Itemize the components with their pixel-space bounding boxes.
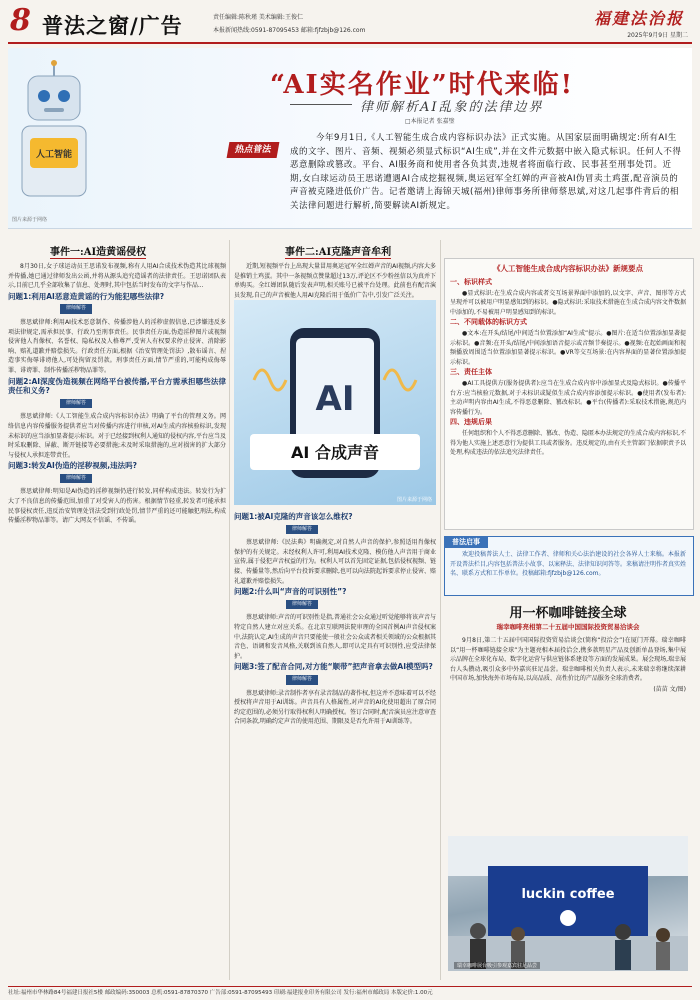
robot-label: 人工智能 [35,150,73,160]
subtitle-rule [290,104,352,105]
answer-tag: 律师解答 [286,525,318,535]
coffee-booth-illustration [448,836,688,971]
rules-sidebar-title: 《人工智能生成合成内容标识办法》新规要点 [493,264,643,273]
answer-tag: 律师解答 [60,304,92,314]
rules-section-text: ●文本:在开头/结尾/中间适当位置添加“AI生成”提示。●图片:在适当位置添加显著提示标识。●音频:在开头/结尾/中间添加语音提示或音频节奏提示。●视频:在起始画面和视频播放周围适当位置添加显著提示标识。●VR等交互场景:在内容界面的显著位置添加提示标识。 [450,329,686,366]
answer-tag: 律师解答 [286,600,318,610]
case1-answer-1: 蔡思斌律师:利用AI技术恶意制作、传播涉他人的淫秽虚假信息,已涉嫌违反多项法律规定,需承担民事、行政乃至刑事责任。民事责任方面,伪造淫秽图片或视频侵害他人肖像权、名誉权、隐私权及人格尊严,受害人有权要求停止侵害、消除影响、赔礼道歉并赔偿损失。行政责任方面,根据《治安管理处罚法》,散布谣言、捏造事实侮辱诽谤他人,可处拘留及罚款。刑事责任方面,情节严重的,可能构成侮辱罪、诽谤罪、制作传播淫秽物品罪等。 [8,318,226,374]
case2-answer-3: 蔡思斌律师:录音制作者享有录音制品的著作权,但这并不意味着可以不经授权将声音用于AI训练。声音具有人格属性,对声音的AI化使用超出了原合同约定范围的,必须另行取得权利人明确授权。签订合同时,配音演员应注意审查合同条款,明确约定声音的使用范围、期限及是否允许用于AI训练等。 [234,689,436,726]
rules-section-text: ●AI工具提供方(服务提供者):应当在生成合成内容中添加显式及隐式标识。●传播平台方:应当核验元数据,对于未标识或疑似生成合成内容添加提示标识。●使用者(发布者):主动声明内容由AI生成,不得恶意删除、篡改标识。●平台(传播者):采取技术措施,规范内容传播行为。 [450,379,686,416]
coffee-image-caption: 瑞幸咖啡展台吸引参观嘉宾驻足品尝 [454,962,540,969]
case1-column [8,262,226,982]
rules-section-heading: 一、标识样式 [450,278,492,286]
ai-image-label: AI 合成声音 [291,443,379,462]
hotline-line: 本报新闻热线:0591-87095453 邮箱:fjfzbjb@126.com [213,27,366,34]
notice-text-block [450,550,686,592]
svg-text:AI: AI [315,379,355,419]
rules-section-heading: 四、违规后果 [450,418,492,427]
case1-answer-2: 蔡思斌律师:《人工智能生成合成内容标识办法》明确了平台的管理义务。网络信息内容传播服务提供者应当对传播内容进行审核,对AI生成内容核验标识,发现未标识的应当添加显著提示标识。对于已经接到权利人通知的侵权内容,平台应当及时采取删除、屏蔽、断开链接等必要措施;未及时采取措施的,应对损害的扩大部分与侵权人承担连带责任。 [8,413,226,459]
ai-image-caption: 图片来源于网络 [396,497,432,503]
case2-answer-1: 蔡思斌律师:《民法典》明确规定,对自然人声音的保护,参照适用肖像权保护的有关规定。未经权利人许可,利用AI技术克隆、模仿他人声音用于商业宣传,属于侵犯声音权益的行为。权利人可以首先固定证据,包括侵权视频、链接、传播量等,然后向平台投诉要求删除,也可以向法院起诉要求停止侵害、赔礼道歉并赔偿损失。 [234,539,436,585]
case1-answer-3: 蔡思斌律师:明知是AI伪造的淫秽视频仍进行转发,同样构成违法。转发行为扩大了不良信息的传播范围,加重了对受害人的伤害。根据情节轻重,转发者可能承担民事侵权责任,违反治安管理处罚法受到行政处罚,情节严重的还可能触犯刑法,构成传播淫秽物品罪等。请广大网友不信谣、不传谣。 [8,488,226,525]
coffee-booth-image [448,836,688,971]
case2-question-2: 问题2:什么叫“声音的可识别性”? [234,587,347,597]
case2-answer-2: 蔡思斌律师:声音的可识别性是指,普通社会公众通过听觉能够将该声音与特定自然人建立对应关系。在北京互联网法院审理的全国首例AI声音侵权案中,法院认定,AI生成的声音只要能使一般社会公众或者相关领域的公众根据其音色、语调和发音风格,关联到该自然人,即可认定具有可识别性,应受法律保护。 [234,614,436,660]
lead-paragraph: 今年9月1日,《人工智能生成合成内容标识办法》正式实施。从国家层面明确规定:所有AI生成的文字、图片、音频、视频必须显式标识“AI生成”,并在文件元数据中嵌入隐式标识。任何人不得恶意删除或篡改。平台、AI服务商和使用者各负其责,违规者将面临行政、民事甚至刑事处罚。近期,女白球运动员王思诺遭遇AI合成挖掘视频,奥运冠军全红婵的声音被AI伪冒卖土鸡蛋,配音演员的声音被克隆进低价广告。记者邀请上海锦天城(福州)律师事务所律师蔡思斌,对这几起事件背后的相关法律问题进行解析,简要解读AI新规定。 [290,133,682,211]
answer-tag: 律师解答 [286,675,318,685]
rules-section-text: ●显式标识:在生成合成内容或者交互场景界面中添加的,以文字、声音、图形等方式呈现并可以被用户明显感知到的标识。●隐式标识:采取技术措施在生成合成内容文件数据中添加的,不易被用户明显感知到的标识。 [450,289,686,316]
banner-image-caption: 图片来源于网络 [12,217,48,223]
rules-sidebar-content [450,278,686,524]
page-number: 8 [10,3,31,38]
sub-headline: 律师解析AI乱象的法律边界 [360,100,544,115]
main-headline: “AI实名作业”时代来临! [270,70,575,100]
notice-tag: 普法启事 [444,536,488,548]
case2-title: 事件二:AI克隆声音牟利 [285,247,392,258]
ad-author: (苗苗 文/图) [653,685,686,693]
notice-text: 欢迎投稿普法人士、法律工作者、律师和关心法治建设的社会各界人士来稿。本报新开设普法栏目,内容包括普法小故事、以案释法、法律知识问答等。来稿请注明作者真实姓名、联系方式和工作单位。投稿邮箱:fjfzbjb@126.com。 [450,551,686,578]
case1-question-3: 问题3:转发AI伪造的淫秽视频,违法吗? [8,461,138,471]
case2-question-3: 问题3:签了配音合同,对方能“顺带”把声音拿去做AI模型吗? [234,662,433,672]
case2-column [234,512,436,982]
answer-tag: 律师解答 [60,474,92,484]
case1-question-1: 问题1:利用AI恶意造黄谣的行为能犯哪些法律? [8,291,165,301]
page-header [8,3,692,44]
column-divider [229,240,230,980]
page-footer: 社址:福州市华林路84号福建日报社5楼 邮政编码:350003 总机:0591-87870370 广告部:0591-87095493 印刷:福建报业印务有限公司 发行:福州市邮政局 本版定价:1.00元 [8,986,692,999]
rules-section-heading: 二、不同载体的标识方式 [450,318,527,327]
ad-subheadline: 瑞幸咖啡亮相第二十五届中国国际投资贸易洽谈会 [496,623,640,631]
newspaper-masthead: 福建法治报 [593,9,684,28]
ai-voice-image [234,300,436,505]
case1-question-2: 问题2:AI深度伪造视频在网络平台被传播,平台方需承担哪些法律责任和义务? [8,376,226,396]
rules-section-text: 任何组织和个人不得恶意删除、篡改、伪造、隐匿本办法规定的生成合成内容标识,不得为他人实施上述恶意行为提供工具或者服务。违反规定的,由有关主管部门依据职责予以处理,构成违法的依法追究法律责任。 [450,429,686,457]
editor-line: 责任编辑:陈秋瑾 美术编辑:王俊仁 [213,14,303,21]
issue-date: 2025年9月9日 星期二 [627,32,688,39]
rules-section-heading: 三、责任主体 [450,368,492,377]
ad-body-block [450,636,686,832]
hot-topic-badge: 热点普法 [227,142,280,158]
case1-intro: 8月30日,女子球运动员王思诺发布视频,称有人用AI合成技术伪造其比球视频并传播,她已通过律师发出公函,并将从源头追究造谣者的法律责任。王思诺团队表示,目前已几乎全部收集了信息、处理时,其中包括当时发布的文字与作品... [8,263,226,290]
page-section-title: 普法之窗/广告 [42,13,183,38]
case2-intro: 近期,短视频平台上出现大量冒用奥运冠军全红婵声音的AI视频,内容大多是推销土鸡蛋。其中一条视频点赞量超过13万,评论区不少粉丝信以为真并下单购买。全红婵团队随后发表声明,相关账号已被平台处理。此前也有配音演员发现,自己的声音被他人用AI克隆后用于低价广告中,引发广泛关注。 [234,263,436,298]
ad-body: 9月8日,第二十五届中国国际投资贸易洽谈会(简称“投洽会”)在厦门开幕。瑞幸咖啡以“用一杯咖啡链接全球”为主题亮相本届投洽会,携多款明星产品及创新单品登场,集中展示品牌在全球化布局、数字化运营与供应链体系建设等方面的发展成果。展会现场,瑞幸展台人头攒动,吸引众多中外嘉宾驻足品尝。瑞幸咖啡相关负责人表示,未来瑞幸将继续深耕中国市场,加快海外市场布局,以高品质、高性价比的产品服务全球消费者。 [450,637,686,683]
column-divider [440,240,441,980]
case2-intro-block [234,262,436,298]
answer-tag: 律师解答 [60,399,92,409]
ai-voice-illustration [234,300,436,505]
case2-question-1: 问题1:被AI克隆的声音该怎么维权? [234,512,353,521]
robot-illustration [14,56,94,216]
coffee-brand-text: luckin coffee [521,887,615,902]
case1-title: 事件一:AI造黄谣侵权 [50,247,147,258]
ad-headline: 用一杯咖啡链接全球 [509,606,627,621]
byline: □本报记者 张嘉璧 [405,118,455,125]
